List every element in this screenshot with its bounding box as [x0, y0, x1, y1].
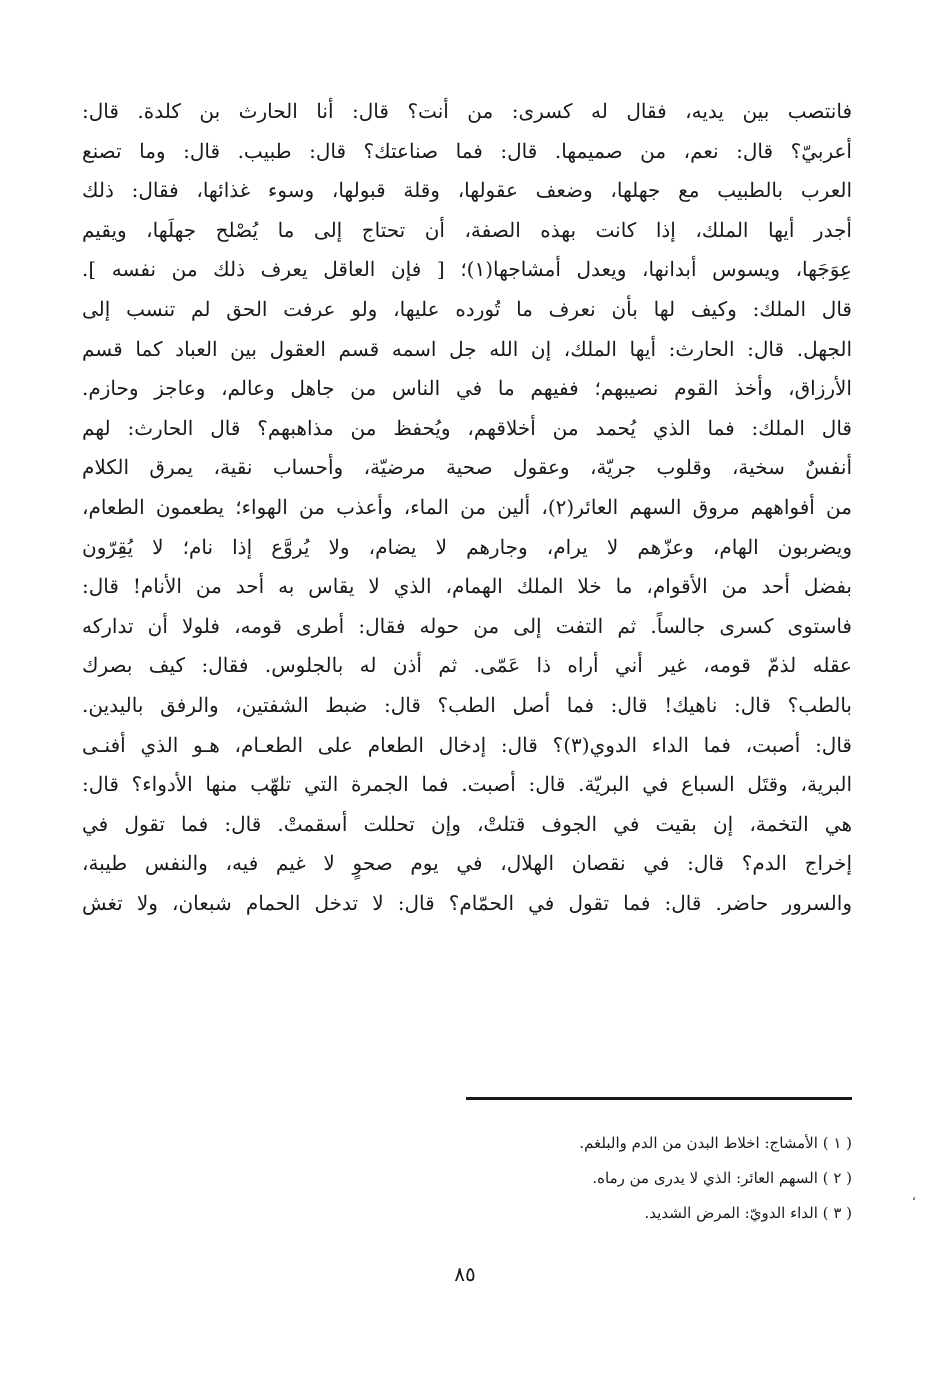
footnote: ( ٢ ) السهم العائر: الذي لا يدرى من رماه.: [592, 1169, 852, 1187]
text-line: عِوَجَها، ويسوس أبدانها، ويعدل أمشاجها(١)؛ [ فإن العاقل يعرف ذلك من نفسه ].: [82, 257, 852, 282]
text-line: العرب بالطبيب مع جهلها، وضعف عقولها، وقلة قبولها، وسوء غذائها، فقال: ذلك: [82, 178, 852, 203]
text-line: إخراج الدم؟ قال: في نقصان الهلال، في يوم صحوٍ لا غيم فيه، والنفس طيبة،: [82, 851, 852, 876]
text-line: فاستوى كسرى جالساً. ثم التفت إلى من حوله فقال: أطرى قومه، فلولا أن تداركه: [82, 613, 852, 638]
margin-mark: ،: [912, 1189, 916, 1203]
footnote-separator: [466, 1097, 852, 1100]
text-line: أجدر أيها الملك، إذا كانت بهذه الصفة، أن تحتاج إلى ما يُصْلح جهلَها، ويقيم: [82, 217, 852, 242]
text-line: قال: أصبت، فما الداء الدوي(٣)؟ قال: إدخال الطعام على الطعـام، هـو الذي أفنـى: [82, 732, 852, 757]
text-line: فانتصب بين يديه، فقال له كسرى: من أنت؟ قال: أنا الحارث بن كلدة. قال:: [82, 99, 852, 123]
text-line: أنفسٌ سخية، وقلوب جريّة، وعقول صحية مرضيّة، وأحساب نقية، يمرق الكلام: [82, 455, 852, 480]
text-line: قال الملك: فما الذي يُحمد من أخلاقهم، ويُحفظ من مذاهبهم؟ قال الحارث: لهم: [82, 415, 852, 440]
text-line: ويضربون الهام، وعزّهم لا يرام، وجارهم لا يضام، ولا يُروَّع إذا نام؛ لا يُقِرّون: [82, 534, 852, 559]
text-line: الأرزاق، وأخذ القوم نصيبهم؛ ففيهم ما في الناس من جاهل وعالم، وعاجز وحازم.: [82, 376, 852, 401]
text-line: أعربيّ؟ قال: نعم، من صميمها. قال: فما صناعتك؟ قال: طبيب. قال: وما تصنع: [82, 138, 852, 163]
main-text: [82, 92, 852, 923]
text-line: بالطب؟ قال: ناهيك! قال: فما أصل الطب؟ قال: ضبط الشفتين، والرفق باليدين.: [82, 692, 852, 717]
footnote: ( ٣ ) الداء الدويّ: المرض الشديد.: [644, 1204, 852, 1222]
text-line: من أفواههم مروق السهم العائر(٢)، ألين من الماء، وأعذب من الهواء؛ يطعمون الطعام،: [82, 494, 852, 519]
text-line: والسرور حاضر. قال: فما تقول في الحمّام؟ قال: لا تدخل الحمام شبعان، ولا تغش: [82, 890, 852, 915]
text-line: البرية، وقتَل السباع في البريّة. قال: أصبت. فما الجمرة التي تلهّب منها الأدواء؟ قال:: [82, 772, 852, 797]
page-number: ٨٥: [454, 1262, 476, 1286]
text-line: قال الملك: وكيف لها بأن نعرف ما تُورده عليها، ولو عرفت الحق لم تنسب إلى: [82, 296, 852, 321]
text-line: بفضل أحد من الأقوام، ما خلا الملك الهمام، الذي لا يقاس به أحد من الأنام! قال:: [82, 574, 852, 599]
footnotes: [300, 1126, 852, 1231]
text-line: عقله لذمّ قومه، غير أني أراه ذا عَمّى. ثم أذن له بالجلوس. فقال: كيف بصرك: [82, 653, 852, 678]
text-line: الجهل. قال: الحارث: أيها الملك، إن الله جل اسمه قسم العقول بين العباد كما قسم: [82, 336, 852, 361]
text-line: هي التخمة، إن بقيت في الجوف قتلتْ، وإن تحللت أسقمتْ. قال: فما تقول في: [82, 811, 852, 836]
footnote: ( ١ ) الأمشاج: اخلاط البدن من الدم والبلغم.: [579, 1134, 852, 1152]
